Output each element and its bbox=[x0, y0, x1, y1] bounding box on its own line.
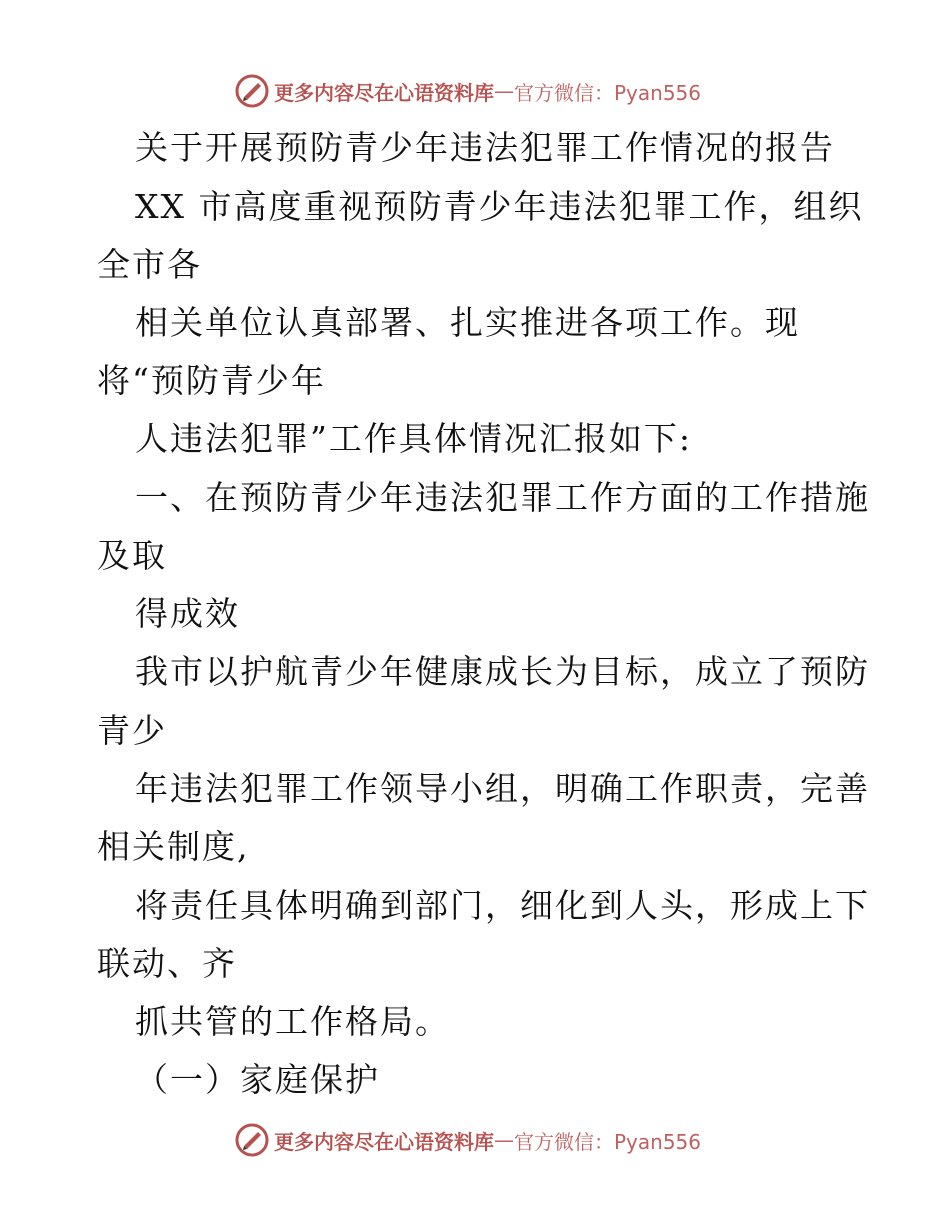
section-heading: 一、在预防青少年违法犯罪工作方面的工作措施 bbox=[135, 478, 870, 517]
logo-icon bbox=[234, 1122, 270, 1158]
watermark-dash: — bbox=[494, 1128, 514, 1152]
paragraph-line: 联动、齐 bbox=[97, 944, 237, 983]
watermark-header bbox=[234, 71, 754, 111]
watermark-dash: — bbox=[494, 79, 514, 103]
logo-icon bbox=[234, 73, 270, 109]
subsection-heading: （一）家庭保护 bbox=[135, 1060, 380, 1099]
paragraph-line: 年违法犯罪工作领导小组，明确工作职责，完善 bbox=[135, 769, 870, 808]
paragraph-line: 将“预防青少年 bbox=[97, 361, 326, 400]
paragraph-line: 相关单位认真部署、扎实推进各项工作。现 bbox=[135, 303, 800, 342]
watermark-contact: 官方微信：Pyan556 bbox=[514, 80, 702, 105]
paragraph-line: XX 市高度重视预防青少年违法犯罪工作，组织 bbox=[135, 187, 864, 226]
paragraph-line: 青少 bbox=[97, 711, 167, 750]
paragraph-line: 人违法犯罪”工作具体情况汇报如下: bbox=[135, 419, 692, 458]
paragraph-line: 相关制度, bbox=[97, 827, 250, 866]
paragraph-line: 全市各 bbox=[97, 245, 202, 284]
section-heading: 及取 bbox=[97, 536, 167, 575]
watermark-brand: 更多内容尽在心语资料库 bbox=[274, 80, 494, 105]
watermark-brand: 更多内容尽在心语资料库 bbox=[274, 1129, 494, 1154]
paragraph-line: 将责任具体明确到部门，细化到人头，形成上下 bbox=[135, 886, 870, 925]
watermark-footer bbox=[234, 1120, 754, 1160]
section-heading: 得成效 bbox=[135, 594, 240, 633]
watermark-contact: 官方微信：Pyan556 bbox=[514, 1129, 702, 1154]
paragraph-line: 抓共管的工作格局。 bbox=[135, 1002, 450, 1041]
doc-title: 关于开展预防青少年违法犯罪工作情况的报告 bbox=[135, 128, 835, 167]
paragraph-line: 我市以护航青少年健康成长为目标，成立了预防 bbox=[135, 652, 870, 691]
